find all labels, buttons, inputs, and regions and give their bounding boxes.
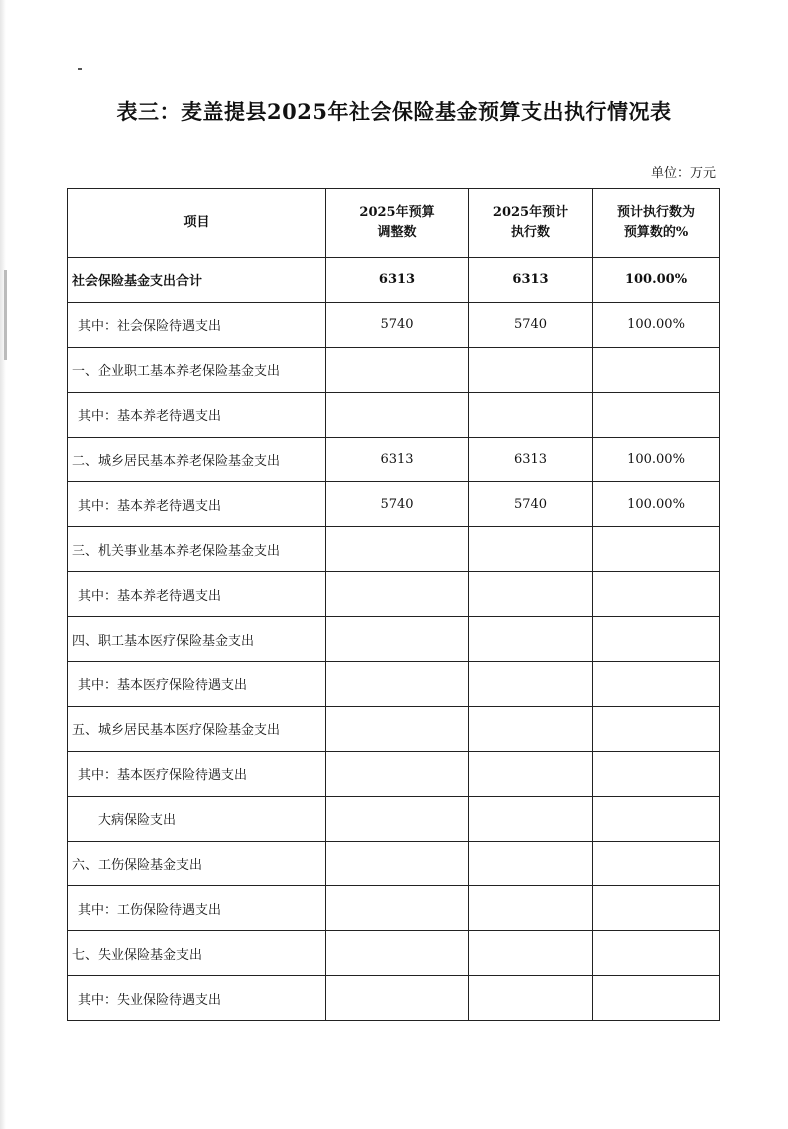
row-label: 其中：基本养老待遇支出 xyxy=(68,392,326,437)
header-row xyxy=(68,189,720,258)
table-row xyxy=(68,976,720,1021)
row-percent xyxy=(593,976,720,1021)
row-label: 六、工伤保险基金支出 xyxy=(68,841,326,886)
table-row xyxy=(68,886,720,931)
row-percent xyxy=(593,527,720,572)
row-estimate xyxy=(469,617,593,662)
row-label: 其中：社会保险待遇支出 xyxy=(68,302,326,347)
row-percent xyxy=(593,662,720,707)
header-estimate-line-1: 2025年预计 xyxy=(492,205,569,220)
table-row xyxy=(68,302,720,347)
row-estimate xyxy=(469,662,593,707)
row-percent xyxy=(593,572,720,617)
table-row xyxy=(68,527,720,572)
row-percent: 100.00% xyxy=(593,437,720,482)
row-budget: 6313 xyxy=(326,437,469,482)
row-percent xyxy=(593,392,720,437)
row-label: 其中：基本医疗保险待遇支出 xyxy=(68,662,326,707)
row-percent xyxy=(593,796,720,841)
scan-speck xyxy=(78,68,82,70)
row-budget xyxy=(326,392,469,437)
table-row xyxy=(68,482,720,527)
table-body xyxy=(68,258,720,1021)
budget-table xyxy=(67,188,720,1021)
row-estimate xyxy=(469,392,593,437)
row-budget: 5740 xyxy=(326,482,469,527)
header-budget-line-1: 2025年预算 xyxy=(359,205,435,220)
row-budget xyxy=(326,706,469,751)
row-label: 其中：基本医疗保险待遇支出 xyxy=(68,751,326,796)
row-label: 其中：基本养老待遇支出 xyxy=(68,572,326,617)
table-row xyxy=(68,572,720,617)
header-estimate-line-2: 执行数 xyxy=(510,225,550,240)
row-budget xyxy=(326,931,469,976)
row-label: 四、职工基本医疗保险基金支出 xyxy=(68,617,326,662)
row-label: 五、城乡居民基本医疗保险基金支出 xyxy=(68,706,326,751)
row-percent xyxy=(593,617,720,662)
row-label: 一、企业职工基本养老保险基金支出 xyxy=(68,347,326,392)
row-budget xyxy=(326,976,469,1021)
row-estimate xyxy=(469,572,593,617)
row-budget xyxy=(326,527,469,572)
row-label: 大病保险支出 xyxy=(68,796,326,841)
header-estimate xyxy=(469,189,593,258)
header-item xyxy=(68,189,326,258)
row-estimate xyxy=(469,886,593,931)
table-row xyxy=(68,617,720,662)
row-percent xyxy=(593,886,720,931)
row-estimate xyxy=(469,706,593,751)
row-budget xyxy=(326,617,469,662)
row-label: 其中：基本养老待遇支出 xyxy=(68,482,326,527)
row-budget: 6313 xyxy=(326,258,469,303)
table-row-total xyxy=(68,258,720,303)
scan-edge-shadow xyxy=(0,0,6,1129)
row-percent xyxy=(593,751,720,796)
table-row xyxy=(68,662,720,707)
row-budget xyxy=(326,796,469,841)
row-estimate xyxy=(469,527,593,572)
unit-label: 单位：万元 xyxy=(650,166,716,181)
row-percent xyxy=(593,841,720,886)
header-percent-line-1: 预计执行数为 xyxy=(616,205,695,220)
row-percent: 100.00% xyxy=(593,482,720,527)
table-header xyxy=(68,189,720,258)
header-budget-line-2: 调整数 xyxy=(377,225,417,240)
row-estimate xyxy=(469,976,593,1021)
row-budget xyxy=(326,886,469,931)
table-row xyxy=(68,751,720,796)
table-row xyxy=(68,706,720,751)
row-label: 三、机关事业基本养老保险基金支出 xyxy=(68,527,326,572)
row-budget xyxy=(326,841,469,886)
row-budget xyxy=(326,572,469,617)
header-percent xyxy=(593,189,720,258)
row-estimate xyxy=(469,751,593,796)
table-row xyxy=(68,931,720,976)
table-row xyxy=(68,841,720,886)
row-label: 其中：失业保险待遇支出 xyxy=(68,976,326,1021)
table-row xyxy=(68,437,720,482)
row-estimate: 5740 xyxy=(469,482,593,527)
row-percent: 100.00% xyxy=(593,302,720,347)
row-estimate: 5740 xyxy=(469,302,593,347)
row-estimate xyxy=(469,796,593,841)
row-percent: 100.00% xyxy=(593,258,720,303)
header-budget xyxy=(326,189,469,258)
row-label: 其中：工伤保险待遇支出 xyxy=(68,886,326,931)
scan-speck xyxy=(4,270,7,360)
row-percent xyxy=(593,931,720,976)
header-item-line-1: 项目 xyxy=(183,215,210,230)
row-budget xyxy=(326,751,469,796)
row-budget xyxy=(326,347,469,392)
row-estimate xyxy=(469,841,593,886)
row-estimate: 6313 xyxy=(469,437,593,482)
row-budget xyxy=(326,662,469,707)
table-row xyxy=(68,392,720,437)
row-estimate xyxy=(469,931,593,976)
table-row xyxy=(68,796,720,841)
row-percent xyxy=(593,706,720,751)
row-label: 二、城乡居民基本养老保险基金支出 xyxy=(68,437,326,482)
row-percent xyxy=(593,347,720,392)
row-label: 七、失业保险基金支出 xyxy=(68,931,326,976)
row-estimate xyxy=(469,347,593,392)
row-estimate: 6313 xyxy=(469,258,593,303)
header-percent-line-2: 预算数的% xyxy=(623,225,689,240)
row-budget: 5740 xyxy=(326,302,469,347)
row-label: 社会保险基金支出合计 xyxy=(68,258,326,303)
table-row xyxy=(68,347,720,392)
page-title: 表三：麦盖提县2025年社会保险基金预算支出执行情况表 xyxy=(116,99,672,124)
